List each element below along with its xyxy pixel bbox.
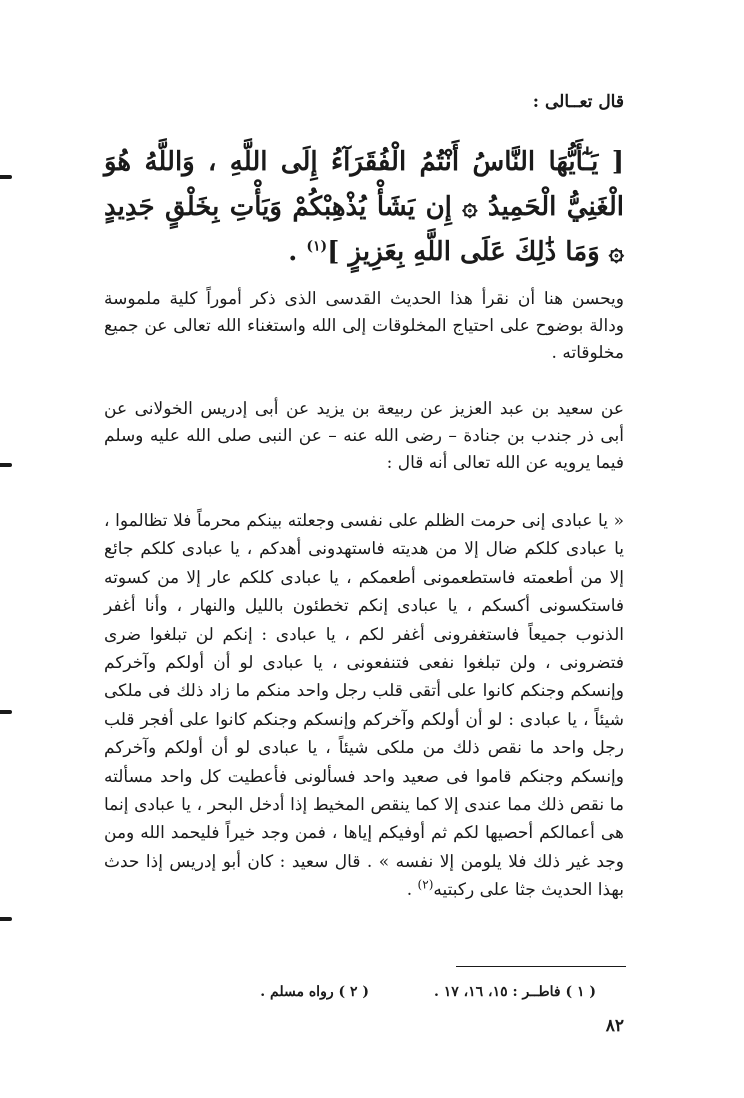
hadith-paragraph [104, 507, 624, 905]
binding-edge-mark [0, 917, 12, 921]
verse-end: . [288, 237, 307, 267]
verse-footnote-marker: (١) [306, 238, 328, 255]
verse-text: [ يَـٰٓأَيُّهَا النَّاسُ أَنْتُمُ الْفُقَرَآءُ إِلَى اللَّهِ ، وَاللَّهُ هُوَ الْغَنِيُّ الْحَمِيدُ ۞ إِن يَشَأْ يُذْهِبْكُمْ وَيَأْتِ بِخَلْقٍ جَدِيدٍ ۞ وَمَا ذَٰلِكَ عَلَى اللَّهِ بِعَزِيزٍ ] [104, 147, 624, 267]
footnote-1: ( ١ ) فاطــر : ١٥، ١٦، ١٧ . [433, 984, 596, 1000]
binding-edge-mark [0, 463, 12, 467]
footnote-divider [456, 966, 626, 967]
hadith-footnote-marker: (٢) [417, 877, 434, 892]
intro-paragraph: ويحسن هنا أن نقرأ هذا الحديث القدسى الذى ذكر أموراً كلية ملموسة ودالة بوضوح على احتياج المخلوقات إلى الله واستغناء الله تعالى عن جميع مخلوقاته . [104, 289, 624, 363]
page-number: ٨٢ [605, 1016, 624, 1036]
footnote-2: ( ٢ ) رواه مسلم . [260, 984, 369, 1000]
binding-edge-mark [0, 710, 12, 714]
isnad-paragraph: عن سعيد بن عبد العزيز عن ربيعة بن يزيد عن أبى إدريس الخولانى عن أبى ذر جندب بن جنادة – رضى الله عنه – عن النبى صلى الله عليه وسلم فيما يرويه عن الله تعالى أنه قال : [104, 399, 624, 473]
hadith-text: « يا عبادى إنى حرمت الظلم على نفسى وجعلته بينكم محرماً فلا تظالموا ، يا عبادى كلكم ضال إلا من هديته فاستهدونى أهدكم ، يا عبادى كلكم جائع إلا من أطعمته فاستطعمونى أطعمكم ، يا عبادى كلكم عار إلا من كسوته فاستكسونى أكسكم ، يا عبادى إنكم تخطئون بالليل والنهار ، وأنا أغفر الذنوب جميعاً فاستغفرونى أغفر لكم ، يا عبادى : إنكم لن تبلغوا ضرى فتضرونى ، ولن تبلغوا نفعى فتنفعونى ، يا عبادى لو أن أولكم وآخركم وإنسكم وجنكم كانوا على أتقى قلب رجل واحد منكم ما زاد ذلك فى ملكى شيئاً ، يا عبادى : لو أن أولكم وآخركم وإنسكم وجنكم كانوا على أفجر قلب رجل واحد ما نقص ذلك من ملكى شيئاً ، يا عبادى لو أن أولكم وآخركم وإنسكم وجنكم قاموا فى صعيد واحد فسألونى فأعطيت كل واحد مسألته ما نقص ذلك مما عندى إلا كما ينقص المخيط إذا أدخل البحر ، يا عبادى إنما هى أعمالكم أحصيها لكم ثم أوفيكم إياها ، فمن وجد خيراً فليحمد الله ومن وجد غير ذلك فلا يلومن إلا نفسه » . قال سعيد : كان أبو إدريس إذا حدث بهذا الحديث جثا على ركبتيه [104, 511, 624, 901]
binding-edge-mark [0, 175, 12, 179]
quran-verse [104, 140, 624, 275]
verse-intro: قال تعــالى : [532, 92, 624, 112]
hadith-end: . [406, 880, 418, 901]
